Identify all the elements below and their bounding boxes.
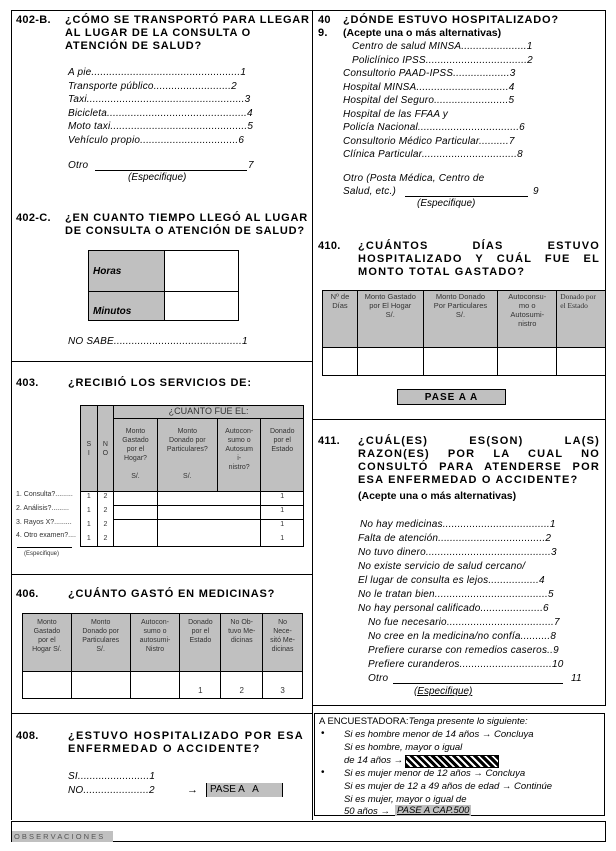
hours-label: Horas [93,266,122,277]
question-number: 402-B. [16,14,51,26]
question-number: 410. [318,240,341,252]
table-row [323,348,606,376]
center-divider [312,10,313,820]
input-autoconsumo[interactable] [498,348,557,376]
question-text: ¿CUÁL(ES) ES(SON) LA(S) RAZON(ES) POR LA CUAL NO CONSULTÓ PARA ATENDERSE POR ESA ENFERMEDAD O ACCIDENTE? [358,435,600,486]
question-number: 406. [16,588,39,600]
option-si[interactable]: SI........................1 [68,771,156,782]
option-otro-line2: Salud, etc.) [343,186,396,197]
note-title: A ENCUESTADORA: [319,716,409,727]
option-no-servicio-line1: No existe servicio de salud cercano/ [358,561,526,572]
left-border [11,10,12,820]
option-no-tratan-bien[interactable]: No le tratan bien......................................5 [358,589,554,600]
option-otro-code: 9 [533,186,539,197]
note-line: de 14 años → [344,755,404,766]
minutes-input[interactable] [165,292,239,321]
row-label-analisis: 2. Análisis?......... [16,505,69,512]
option-vehiculo-propio[interactable]: Vehículo propio.................................6 [68,134,245,146]
divider-411-bottom [312,705,606,706]
row-label-otro: 4. Otro examen?.... [16,532,76,539]
question-text: ¿ESTUVO HOSPITALIZADO POR ESA ENFERMEDAD O ACCIDENTE? [68,730,304,755]
group-header: ¿CUANTO FUE EL: [114,406,304,419]
specify-hint: (Especifique) [128,172,187,183]
services-table [80,405,304,547]
input-monto-donado[interactable] [71,672,130,699]
table-row: 1 2 1 [81,534,304,547]
instruction: (Acepte una o más alternativas) [343,27,502,39]
hours-input[interactable] [165,251,239,291]
divider-410-411 [312,419,605,420]
option-moto-taxi[interactable]: Moto taxi..............................................5 [68,121,254,132]
input-num-dias[interactable] [323,348,358,376]
otro-specify-input[interactable] [405,196,528,197]
divider-406-408 [11,713,312,714]
input-donado-estado[interactable] [557,348,606,376]
note-line: 50 años → [344,806,390,817]
col-donado-estado: Donado por el Estado [180,614,221,672]
col-no: N O [97,406,114,492]
note-line: Si es mujer de 12 a 49 años de edad → Continúe [344,781,553,792]
code-no-necesito[interactable]: 3 [263,672,303,699]
time-box [88,250,239,321]
col-monto-donado: Monto Donado Por Particulares S/. [423,291,498,348]
input-monto-gastado[interactable] [23,672,72,699]
option-otro-line1: Otro (Posta Médica, Centro de [343,173,485,184]
col-monto-gastado: Monto Gastado por el Hogar? S/. [114,419,158,492]
question-number: 411. [318,435,341,447]
col-monto-donado: Monto Donado por Particulares S/. [71,614,130,672]
option-no-personal[interactable]: No hay personal calificado.....................6 [358,603,549,614]
option-no-medicinas[interactable]: No hay medicinas....................................1 [360,519,556,530]
option-centro-salud-minsa[interactable]: Centro de salud MINSA......................1 [352,41,533,52]
hospitalization-cost-table [322,290,606,376]
option-no-sabe[interactable]: NO SABE...........................................1 [68,336,248,347]
col-monto-gastado: Monto Gastado por El Hogar S/. [357,291,423,348]
question-text: ¿EN CUANTO TIEMPO LLEGÓ AL LUGAR DE CONSULTA O ATENCIÓN DE SALUD? [65,212,308,237]
col-autoconsumo: Autocon-sumo o autosumi-Nistro [130,614,180,672]
pase-a-label: PASE A A [206,783,283,797]
option-hospital-minsa[interactable]: Hospital MINSA...............................4 [343,81,515,93]
option-policlinico-ipss[interactable]: Policlínico IPSS..................................2 [352,54,533,66]
option-consultorio-paad[interactable]: Consultorio PAAD-IPSS...................3 [343,68,516,79]
minutes-label: Minutos [93,306,132,317]
otro-specify-input[interactable] [393,683,563,684]
input-monto-gastado[interactable] [357,348,423,376]
question-number: 408. [16,730,39,742]
option-otro-code: 7 [248,160,254,171]
otro-specify-input[interactable] [95,170,247,171]
specify-hint: (Especifique) [417,198,476,209]
note-line: Si es mujer, mayor o igual de [344,794,467,805]
col-no-necesito: No Nece-sitó Me-dicinas [263,614,303,672]
option-falta-atencion[interactable]: Falta de atención....................................2 [358,533,552,544]
top-border-left [11,10,312,11]
pase-a-button: PASE A A [397,389,506,405]
question-text: ¿CÓMO SE TRANSPORTÓ PARA LLEGAR AL LUGAR DE LA CONSULTA O ATENCIÓN DE SALUD? [65,14,310,52]
observaciones-box[interactable] [11,821,606,842]
table-row: 1 2 1 [81,520,304,534]
option-remedios-caseros[interactable]: Prefiere curarse con remedios caseros..9 [368,645,559,656]
note-line: Si es hombre, mayor o igual [344,742,463,753]
table-row [23,672,303,699]
row-label-consulta: 1. Consulta?......... [16,491,73,498]
table-row: 1 2 1 [81,492,304,506]
option-otro-label: Otro [68,160,89,171]
option-bicicleta[interactable]: Bicicleta...............................................4 [68,107,253,119]
option-policia-nacional[interactable]: Policía Nacional..................................6 [343,122,525,133]
option-consultorio-medico[interactable]: Consultorio Médico Particular..........7 [343,135,515,147]
question-text: ¿CUÁNTOS DÍAS ESTUVO HOSPITALIZADO Y CUÁL FUE EL MONTO TOTAL GASTADO? [358,240,600,278]
instruction: (Acepte una o más alternativas) [358,490,517,502]
col-monto-gastado: Monto Gastado por el Hogar S/. [23,614,72,672]
question-text: ¿RECIBIÓ LOS SERVICIOS DE: [68,377,252,389]
pase-cap-500: PASE A CAP.500 [397,805,470,816]
option-taxi[interactable]: Taxi.....................................................3 [68,94,251,105]
option-no-dinero[interactable]: No tuvo dinero..........................................3 [358,547,557,558]
question-number: 402-C. [16,212,51,224]
option-hospital-seguro[interactable]: Hospital del Seguro.........................5 [343,95,515,106]
col-autoconsumo: Autoconsu-mo o Autosumi-nistro [498,291,557,348]
option-a-pie[interactable]: A pie..................................................1 [68,67,247,78]
row-label-rayos: 3. Rayos X?......... [16,519,72,526]
question-number-line2: 9. [318,27,328,39]
arrow-icon: → [187,784,198,796]
option-otro-label: Otro [368,673,389,684]
option-curanderos[interactable]: Prefiere curanderos...............................10 [368,659,564,670]
option-transporte-publico[interactable]: Transporte público..........................2 [68,80,237,92]
code-donado-estado[interactable]: 1 [180,672,221,699]
note-line: Si es hombre menor de 14 años → Concluya [344,729,534,740]
col-monto-donado: Monto Donado por Particulares? S/. [157,419,217,492]
option-hospital-ffaa-line1: Hospital de las FFAA y [343,108,448,120]
encuestadora-note [314,713,605,816]
bullet-icon: • [321,767,325,778]
question-number-line1: 40 [318,14,331,26]
col-num-dias: Nº de Días [323,291,358,348]
option-lugar-lejos[interactable]: El lugar de consulta es lejos.................4 [358,575,545,586]
medicine-cost-table [22,613,303,699]
note-line: Si es mujer menor de 12 años → Concluya [344,768,526,779]
col-autoconsumo: Autocon- sumo o Autosum i- nistro? [217,419,261,492]
top-border-right [312,10,605,11]
note-subtitle: Tenga presente lo siguiente: [408,716,528,727]
col-donado-estado: Donado por el Estado [261,419,304,492]
input-autoconsumo[interactable] [130,672,180,699]
option-otro-code: 11 [571,673,582,684]
question-text: ¿CUÁNTO GASTÓ EN MEDICINAS? [68,588,276,600]
question-number: 403. [16,377,39,389]
col-donado-estado: Donado por el Estado [557,291,606,348]
question-text: ¿DÓNDE ESTUVO HOSPITALIZADO? [343,14,559,26]
otro-specify-input[interactable] [17,547,72,548]
redacted-pattern [405,755,499,768]
input-monto-donado[interactable] [423,348,498,376]
col-si: S I [81,406,98,492]
col-no-obtuvo: No Ob-tuvo Me-dicinas [221,614,263,672]
option-no[interactable]: NO......................2 [68,785,155,796]
option-no-necesario[interactable]: No fue necesario....................................7 [368,617,560,628]
code-no-obtuvo[interactable]: 2 [221,672,263,699]
divider-402c-403 [11,361,312,362]
table-row: 1 2 1 [81,506,304,520]
bullet-icon: • [321,728,325,739]
option-no-cree[interactable]: No cree en la medicina/no confía..........8 [368,631,557,642]
option-clinica-particular[interactable]: Clínica Particular................................8 [343,149,523,160]
divider-403-406 [11,574,312,575]
specify-hint: (Especifique) [414,686,473,697]
observaciones-label: O B S E R V A C I O N E S [12,831,113,842]
specify-hint: (Especifique) [24,551,60,557]
